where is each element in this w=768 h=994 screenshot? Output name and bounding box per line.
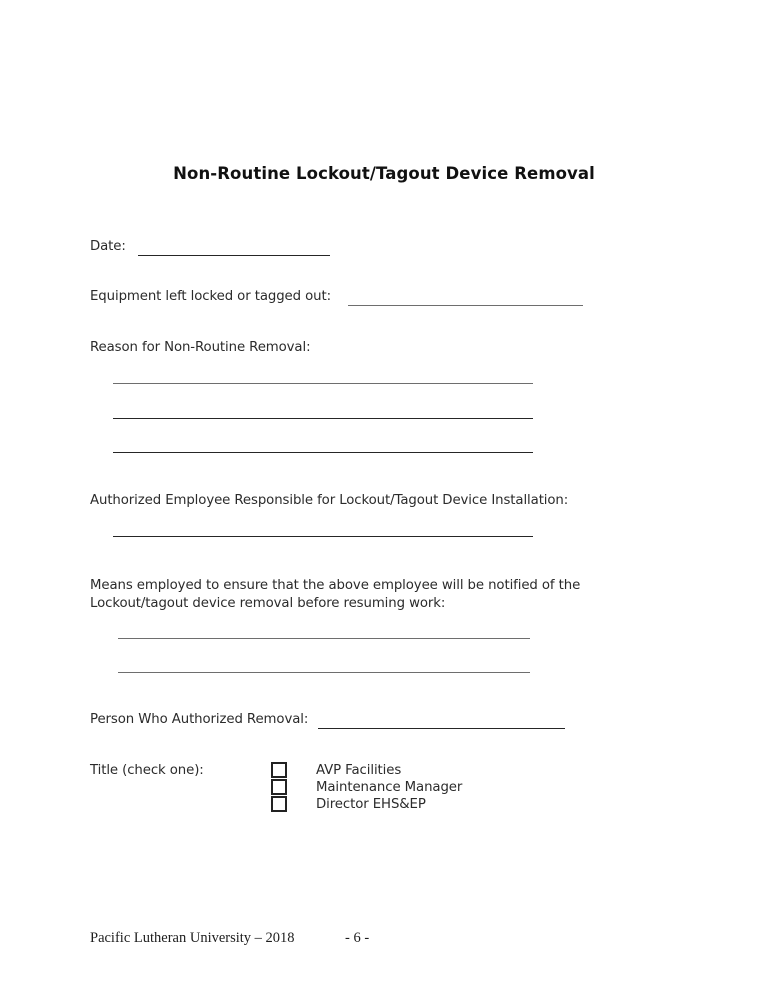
date-label: Date: bbox=[90, 239, 126, 254]
person-authorized-label: Person Who Authorized Removal: bbox=[90, 712, 309, 727]
reason-input-line-1[interactable] bbox=[113, 383, 533, 384]
checkbox-avp-facilities[interactable] bbox=[271, 762, 287, 778]
means-label: Means employed to ensure that the above employee will be notified of the Lockout/tagout device removal before resuming work: bbox=[90, 578, 581, 611]
date-input-line[interactable] bbox=[138, 255, 330, 256]
reason-label: Reason for Non-Routine Removal: bbox=[90, 340, 311, 355]
page-title: Non-Routine Lockout/Tagout Device Removal bbox=[173, 164, 595, 183]
checkbox-director-ehsep[interactable] bbox=[271, 796, 287, 812]
reason-input-line-2[interactable] bbox=[113, 418, 533, 419]
checkbox-label-director-ehsep[interactable]: Director EHS&EP bbox=[316, 797, 426, 812]
means-input-line-2[interactable] bbox=[118, 672, 530, 673]
checkbox-label-maintenance-manager[interactable]: Maintenance Manager bbox=[316, 780, 463, 795]
reason-input-line-3[interactable] bbox=[113, 452, 533, 453]
footer-organization: Pacific Lutheran University – 2018 bbox=[90, 930, 295, 946]
means-input-line-1[interactable] bbox=[118, 638, 530, 639]
equipment-input-line[interactable] bbox=[348, 305, 583, 306]
equipment-label: Equipment left locked or tagged out: bbox=[90, 289, 331, 304]
title-check-prompt: Title (check one): bbox=[90, 763, 204, 778]
checkbox-label-avp-facilities[interactable]: AVP Facilities bbox=[316, 763, 402, 778]
checkbox-maintenance-manager[interactable] bbox=[271, 779, 287, 795]
person-authorized-input-line[interactable] bbox=[318, 728, 565, 729]
footer-page-number: - 6 - bbox=[345, 930, 370, 946]
authorized-employee-input-line[interactable] bbox=[113, 536, 533, 537]
authorized-employee-label: Authorized Employee Responsible for Lockout/Tagout Device Installation: bbox=[90, 493, 569, 508]
